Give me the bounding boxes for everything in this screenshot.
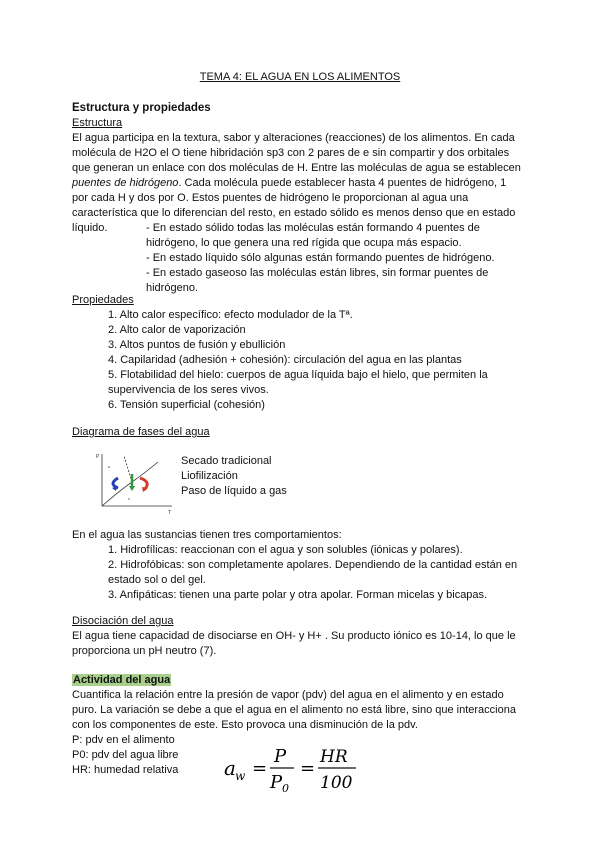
property-item: 6. Tensión superficial (cohesión) xyxy=(108,399,265,411)
legend-item: Secado tradicional xyxy=(181,455,272,467)
formula-den2: 100 xyxy=(320,773,353,793)
property-item: 5. Flotabilidad del hielo: cuerpos de agua líquida bajo el hielo, que permiten la xyxy=(108,369,488,381)
formula-num1: P xyxy=(274,746,287,767)
para-line: con los componentes de este. Esto provoca una disminución de la pdv. xyxy=(72,719,418,731)
state-line: hidrógeno, lo que genera una red rígida que ocupa más espacio. xyxy=(146,237,462,249)
water-activity-formula xyxy=(224,744,364,796)
legend-item: Liofilización xyxy=(181,470,238,482)
states-list xyxy=(146,221,528,296)
formula-den1: P xyxy=(270,772,283,793)
state-line: - En estado sólido todas las moléculas están formando 4 puentes de xyxy=(146,222,480,234)
definition-item: P0: pdv del agua libre xyxy=(72,749,179,761)
svg-text:=: = xyxy=(252,758,268,779)
state-line: - En estado líquido sólo algunas están formando puentes de hidrógeno. xyxy=(146,252,495,264)
para-line: El agua tiene capacidad de disociarse en OH- y H+ . Su producto iónico es 10-14, lo que le xyxy=(72,630,516,642)
para-line: puentes de hidrógeno. Cada molécula puede establecer hasta 4 puentes de hidrógeno, 1 xyxy=(72,177,507,189)
sublimation-curve xyxy=(102,482,132,506)
property-item: supervivencia de los seres vivos. xyxy=(108,384,269,396)
formula-den1-sub: 0 xyxy=(282,782,289,795)
phase-diagram xyxy=(88,448,174,516)
behaviour-item: 2. Hidrofóbicas: son completamente apolares. Dependiendo de la cantidad están en xyxy=(108,559,518,571)
property-item: 3. Altos puntos de fusión y ebullición xyxy=(108,339,286,351)
svg-text:s: s xyxy=(108,464,110,469)
subheading-diagrama: Diagrama de fases del agua xyxy=(72,426,210,438)
axis-label-t: T xyxy=(168,510,172,516)
subheading-estructura: Estructura xyxy=(72,117,123,129)
property-item: 1. Alto calor específico: efecto modulador de la Tª. xyxy=(108,309,353,321)
state-line: - En estado gaseoso las moléculas están libres, sin formar puentes de xyxy=(146,267,489,279)
subheading-disociacion: Disociación del agua xyxy=(72,615,174,627)
svg-text:v: v xyxy=(128,496,130,501)
behaviour-item: estado sol o del gel. xyxy=(108,574,206,586)
actividad-paragraph xyxy=(72,688,528,733)
behaviour-item: 3. Anfipáticas: tienen una parte polar y otra apolar. Forman micelas y bicapas. xyxy=(108,589,488,601)
subheading-propiedades: Propiedades xyxy=(72,294,134,306)
section-heading-actividad: Actividad del agua xyxy=(73,674,171,686)
behaviours-intro: En el agua las sustancias tienen tres comportamientos: xyxy=(72,529,342,541)
section-heading-estructura-propiedades: Estructura y propiedades xyxy=(72,102,211,114)
estructura-paragraph xyxy=(72,131,528,221)
axis-label-p: P xyxy=(96,454,100,460)
definition-item: HR: humedad relativa xyxy=(72,764,179,776)
behaviour-item: 1. Hidrofílicas: reaccionan con el agua y son solubles (iónicas y polares). xyxy=(108,544,463,556)
para-line: por cada H y dos por O. Estos puentes de hidrógeno le proporcionan al agua una xyxy=(72,192,469,204)
properties-list xyxy=(108,308,528,413)
formula-lhs: a xyxy=(224,756,236,780)
definition-item: P: pdv en el alimento xyxy=(72,734,175,746)
formula-lhs-sub: w xyxy=(235,769,246,783)
formula-num2: HR xyxy=(320,747,348,767)
para-line: El agua participa en la textura, sabor y alteraciones (reacciones) de los alimentos. En cada xyxy=(72,132,515,144)
green-arrowhead xyxy=(129,486,135,491)
actividad-heading-wrap xyxy=(72,673,171,688)
property-item: 4. Capilaridad (adhesión + cohesión): circulación del agua en las plantas xyxy=(108,354,462,366)
para-line: Cuantifica la relación entre la presión de vapor (pdv) del agua en el alimento y en estado xyxy=(72,689,504,701)
para-line: molécula de H2O el O tiene hibridación sp3 con 2 pares de e sin compartir y dos orbitales xyxy=(72,147,510,159)
svg-text:=: = xyxy=(300,758,316,779)
definitions-list xyxy=(72,733,178,778)
diagram-legend xyxy=(181,454,287,499)
italic-term: puentes de hidrógeno xyxy=(72,177,179,189)
para-line: que generan un enlace con dos moléculas de H. Entre las moléculas de agua se establecen xyxy=(72,162,521,174)
para-line: característica que lo diferencian del resto, en estado sólido es menos denso que en estado xyxy=(72,207,516,219)
state-line: hidrógeno. xyxy=(146,282,198,294)
behaviours-list xyxy=(108,543,528,603)
disociacion-paragraph xyxy=(72,629,528,659)
para-line: proporciona un pH neutro (7). xyxy=(72,645,217,657)
property-item: 2. Alto calor de vaporización xyxy=(108,324,246,336)
document-title: TEMA 4: EL AGUA EN LOS ALIMENTOS xyxy=(199,71,401,83)
blue-arrow xyxy=(113,478,118,488)
liquido-label: líquido. xyxy=(72,222,108,234)
para-line: puro. La variación se debe a que el agua en el alimento no está libre, sino que interacciona xyxy=(72,704,516,716)
legend-item: Paso de líquido a gas xyxy=(181,485,287,497)
